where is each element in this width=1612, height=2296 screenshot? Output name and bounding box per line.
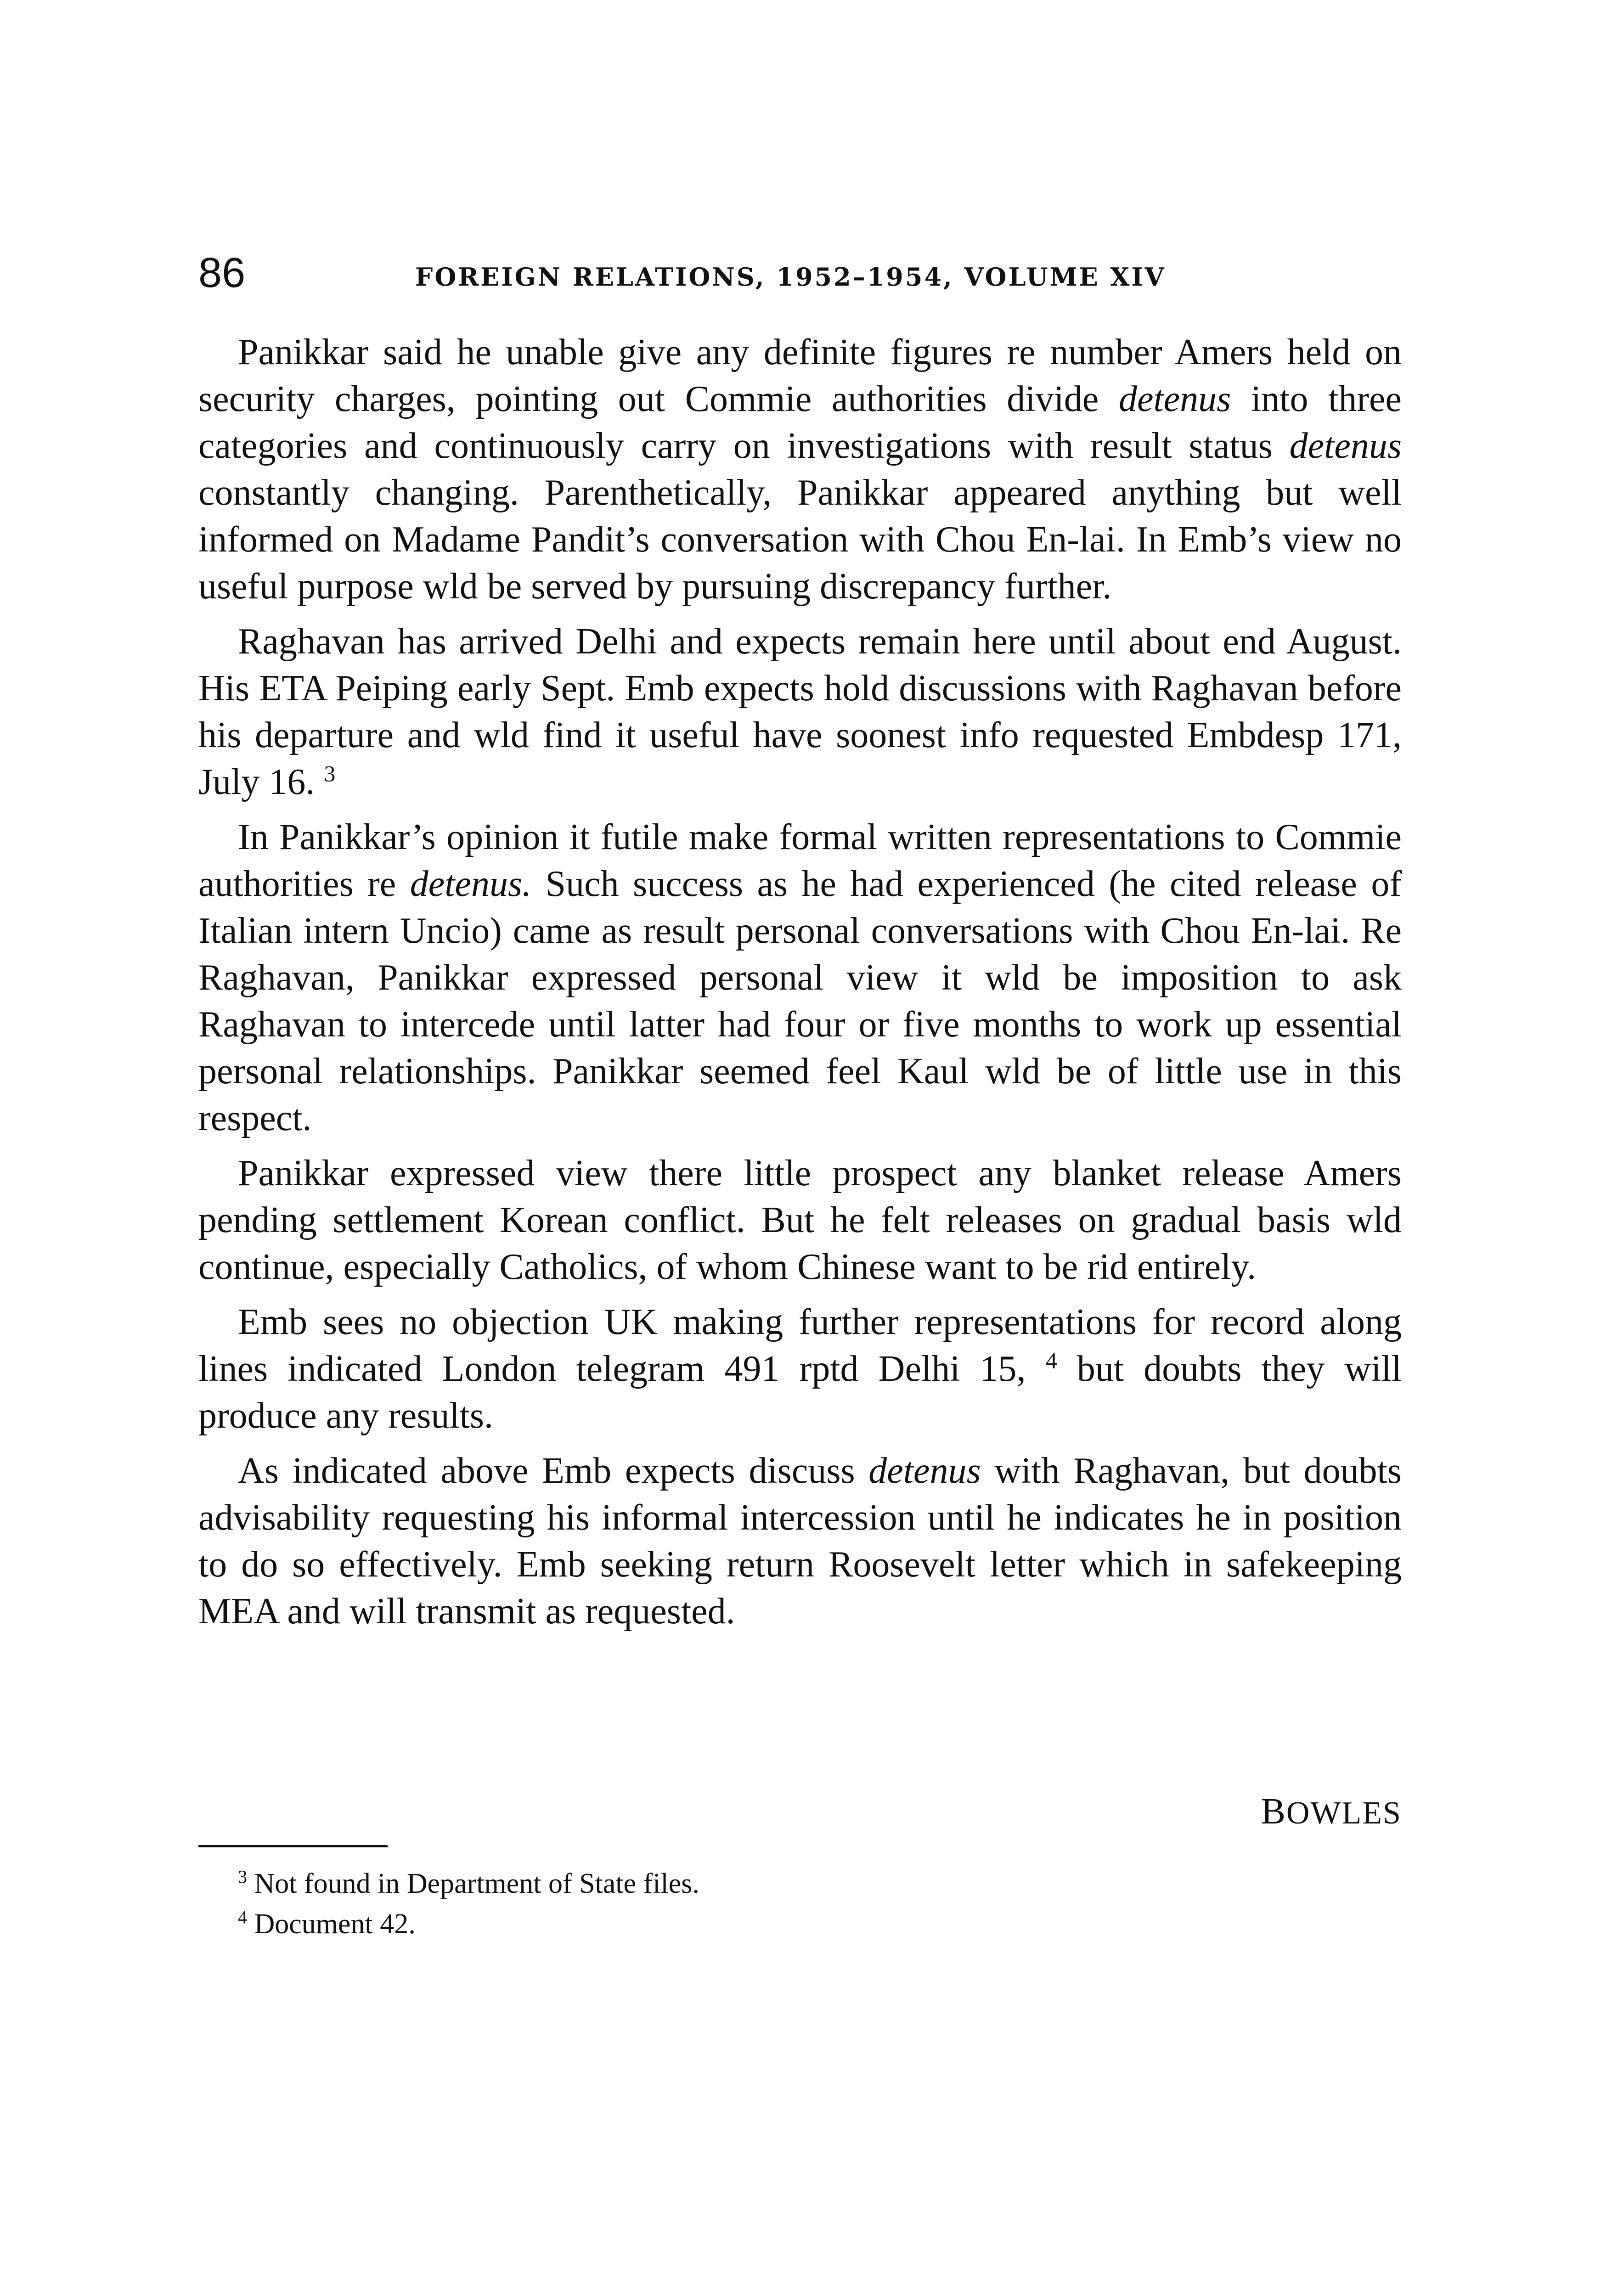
paragraph-4 (198, 1150, 1402, 1290)
signature (1261, 1793, 1402, 1830)
footnote-number: 3 (238, 1866, 247, 1887)
paragraph-1 (198, 329, 1402, 610)
italic-term: detenus (1289, 426, 1402, 466)
telegram-body (198, 329, 1402, 1643)
paragraph-2 (198, 618, 1402, 805)
footnote-ref-3[interactable]: 3 (324, 760, 336, 787)
paragraph-text: Such success as he had experienced (he cited release of Italian intern Uncio) came as result personal conversations with Chou En-lai. Re Raghavan, Panikkar expressed personal view it wld be imposition to ask Raghavan to intercede until latter had four or five months to work up essential personal relationships. Panikkar seemed feel Kaul wld be of little use in this respect. (198, 864, 1402, 1138)
paragraph-5 (198, 1299, 1402, 1439)
italic-term: detenus (1118, 379, 1231, 419)
italic-term: detenus (868, 1451, 981, 1491)
running-head (198, 249, 1402, 307)
footnote-divider (198, 1845, 388, 1847)
paragraph-text: Panikkar expressed view there little prospect any blanket release Amers pending settlement Korean conflict. But he felt releases on gradual basis wld continue, especially Catholics, of whom Chinese want to be rid entirely. (198, 1153, 1402, 1287)
paragraph-text: into three categories and continuously carry on investigations with result status (198, 379, 1402, 466)
footnote-ref-4[interactable]: 4 (1045, 1347, 1057, 1373)
paragraph-text: Panikkar said he unable give any definite figures re number Amers held on security charges, pointing out Commie authorities divide (198, 332, 1402, 419)
paragraph-text: Raghavan has arrived Delhi and expects remain here until about end August. His ETA Peiping early Sept. Emb expects hold discussions with Raghavan before his departure and wld find it useful have soonest info requested Embdesp 171, July 16. (198, 621, 1402, 802)
footnotes (238, 1863, 1402, 1944)
footnote-3 (238, 1863, 1402, 1904)
footnote-text: Not found in Department of State files. (247, 1868, 699, 1899)
signature-rest: OWLES (1286, 1795, 1402, 1831)
paragraph-text: In Panikkar’s opinion it futile make formal written representations to Commie authorities re (198, 817, 1402, 904)
footnote-number: 4 (238, 1907, 247, 1928)
paragraph-text: As indicated above Emb expects discuss (238, 1451, 869, 1491)
paragraph-6 (198, 1447, 1402, 1635)
paragraph-text: constantly changing. Parenthetically, Panikkar appeared anything but well informed on Madame Pandit’s conversation with Chou En-lai. In Emb’s view no useful purpose wld be served by pursuing discrepancy further. (198, 473, 1402, 607)
italic-term: detenus. (410, 864, 532, 904)
paragraph-3 (198, 814, 1402, 1142)
running-head-title: FOREIGN RELATIONS, 1952–1954, VOLUME XIV (415, 262, 1166, 292)
signature-initial: B (1261, 1791, 1286, 1832)
footnote-4 (238, 1904, 1402, 1944)
paragraph-text: but doubts they will produce any results. (198, 1349, 1402, 1436)
paragraph-text: Emb sees no objection UK making further representations for record along lines indicated London telegram 491 rptd Delhi 15, (198, 1302, 1402, 1389)
paragraph-text: with Raghavan, but doubts advisability requesting his informal intercession until he indicates he in position to do so effectively. Emb seeking return Roosevelt letter which in safekeeping MEA and will transmit as requested. (198, 1451, 1402, 1632)
page-number: 86 (198, 249, 246, 296)
footnote-text: Document 42. (247, 1908, 416, 1940)
